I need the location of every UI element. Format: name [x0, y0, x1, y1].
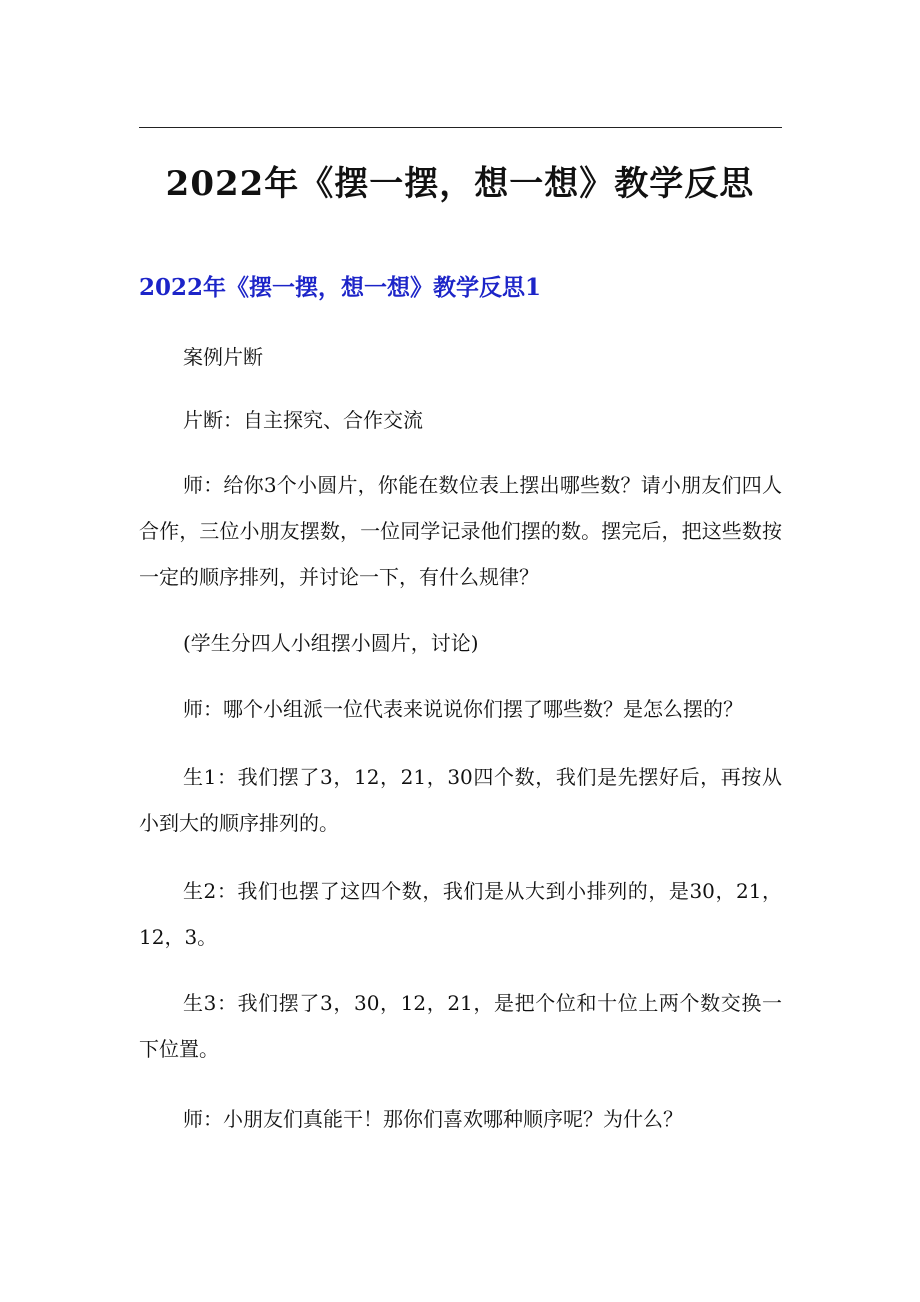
- paragraph: (学生分四人小组摆小圆片，讨论): [183, 631, 479, 655]
- document-title: 2022年《摆一摆，想一想》教学反思: [165, 164, 755, 204]
- paragraph: 案例片断: [183, 345, 263, 369]
- header-rule: [139, 127, 782, 128]
- paragraph: 生1：我们摆了3，12，21，30四个数，我们是先摆好后，再按从小到大的顺序排列的。: [139, 765, 782, 835]
- paragraph: 师：给你3个小圆片，你能在数位表上摆出哪些数？请小朋友们四人合作，三位小朋友摆数，一位同学记录他们摆的数。摆完后，把这些数按一定的顺序排列，并讨论一下，有什么规律？: [139, 473, 782, 589]
- paragraph: 师：哪个小组派一位代表来说说你们摆了哪些数？是怎么摆的？: [183, 697, 743, 721]
- paragraph: 生3：我们摆了3，30，12，21，是把个位和十位上两个数交换一下位置。: [139, 991, 782, 1061]
- paragraph: 生2：我们也摆了这四个数，我们是从大到小排列的，是30，21，12，3。: [139, 879, 782, 949]
- paragraph: 片断：自主探究、合作交流: [183, 408, 423, 432]
- paragraph: 师：小朋友们真能干！那你们喜欢哪种顺序呢？为什么？: [183, 1107, 683, 1131]
- section-title: 2022年《摆一摆，想一想》教学反思1: [139, 274, 542, 301]
